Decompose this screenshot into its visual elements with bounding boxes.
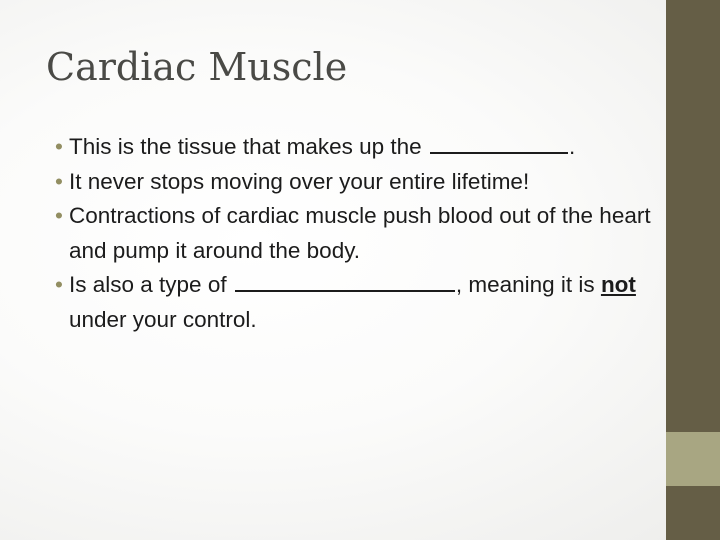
- emphasis-word: not: [600, 272, 636, 297]
- bullet-text: Is also a type of: [69, 272, 227, 297]
- bullet-item-3: [55, 199, 655, 268]
- bullet-dot: •: [55, 134, 63, 159]
- fill-in-blank: [235, 272, 455, 292]
- bullet-item-1: [55, 130, 655, 165]
- bullet-text-tail: under your control.: [69, 306, 257, 332]
- bullet-list: [55, 130, 655, 337]
- bullet-item-4: [55, 268, 655, 337]
- bullet-dot: •: [55, 203, 63, 228]
- side-band-accent: [666, 432, 720, 486]
- fill-in-blank: [430, 134, 568, 154]
- bullet-dot: •: [55, 168, 63, 194]
- bullet-text: Contractions of cardiac muscle push blood out of the heart and pump it around the body.: [69, 203, 651, 263]
- bullet-text: This is the tissue that makes up the: [69, 134, 422, 159]
- bullet-dot: •: [55, 272, 63, 297]
- slide-title: Cardiac Muscle: [46, 45, 348, 89]
- bullet-item-2: [55, 165, 655, 200]
- bullet-text: It never stops moving over your entire lifetime!: [69, 168, 530, 194]
- bullet-text-middle: , meaning it is: [455, 272, 595, 297]
- bullet-text-after: .: [568, 134, 576, 159]
